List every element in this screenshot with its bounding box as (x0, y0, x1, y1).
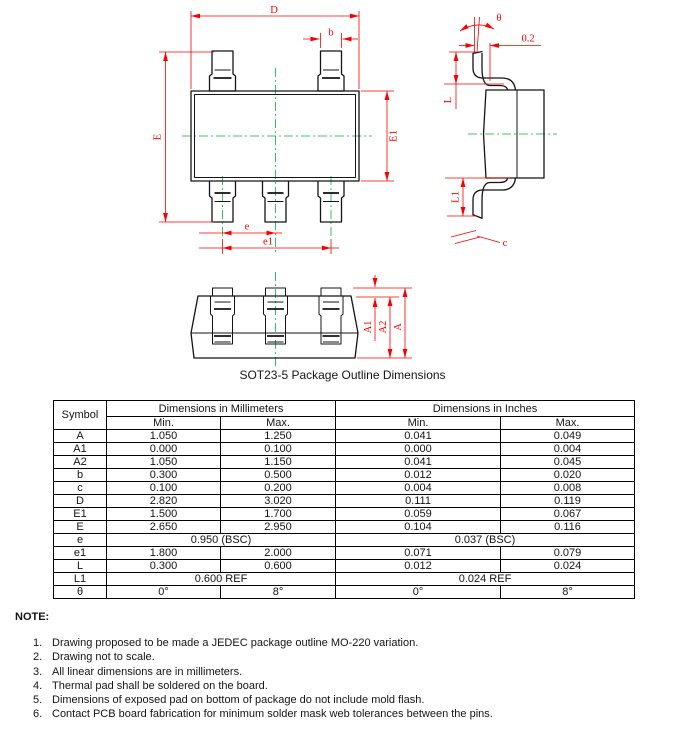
notes-heading: NOTE: (15, 611, 50, 623)
symbol-cell: A1 (54, 443, 107, 456)
note-text: Dimensions of exposed pad on bottom of package do not include mold flash. (52, 694, 425, 707)
value-cell: 0.950 (BSC) (107, 534, 336, 547)
value-cell: 2.000 (221, 547, 336, 560)
symbol-cell: c (54, 482, 107, 495)
value-cell: 2.650 (107, 521, 221, 534)
dim-label-c: c (502, 238, 508, 249)
value-cell: 0.037 (BSC) (336, 534, 635, 547)
note-number: 1. (33, 637, 43, 649)
table-row (54, 430, 635, 443)
bottom-pins (210, 181, 345, 222)
value-cell: 1.250 (221, 430, 336, 443)
value-cell: 0.024 REF (336, 573, 635, 586)
value-cell: 0.041 (336, 430, 501, 443)
note-text: Contact PCB board fabrication for minimum solder mask web tolerances between the pins. (52, 708, 493, 721)
value-cell: 1.500 (107, 508, 221, 521)
col-header-in-max: Max. (501, 417, 635, 430)
dim-label-e: e (244, 221, 250, 233)
dim-E (153, 52, 215, 222)
notes-section (15, 611, 677, 722)
value-cell: 1.800 (107, 547, 221, 560)
value-cell: 0.059 (336, 508, 501, 521)
centerlines (182, 68, 372, 252)
note-number: 6. (33, 708, 43, 721)
note-item (33, 665, 677, 679)
value-cell: 0.020 (501, 469, 635, 482)
dim-e (199, 222, 282, 234)
drawing-caption: SOT23-5 Package Outline Dimensions (239, 368, 446, 382)
value-cell: 0.100 (107, 482, 221, 495)
value-cell: 8° (221, 586, 336, 599)
front-leads (211, 288, 344, 344)
symbol-cell: L1 (54, 573, 107, 586)
gull-wing-leads (473, 52, 516, 219)
table-row (54, 547, 635, 560)
note-text: All linear dimensions are in millimeters. (52, 665, 243, 678)
symbol-cell: E1 (54, 508, 107, 521)
dim-label-L: L (443, 96, 454, 104)
note-number: 2. (33, 651, 43, 664)
dim-e1 (199, 237, 339, 255)
notes-list (15, 636, 677, 722)
table-row (54, 456, 635, 469)
dim-A-group (353, 275, 412, 358)
side-view (443, 13, 557, 249)
dim-label-gauge-offset: 0.2 (521, 33, 535, 45)
value-cell: 8° (501, 586, 635, 599)
value-cell: 0.079 (501, 547, 635, 560)
dim-L1 (445, 178, 510, 216)
table-row (54, 495, 635, 508)
dimension-table (53, 400, 635, 599)
value-cell: 0° (107, 586, 221, 599)
note-item (33, 650, 677, 664)
package-body-front (191, 296, 358, 358)
note-text: Drawing proposed to be made a JEDEC package outline MO-220 variation. (52, 637, 419, 649)
value-cell: 0.111 (336, 495, 501, 508)
table-row (54, 508, 635, 521)
note-number: 5. (33, 694, 43, 707)
dim-label-D: D (270, 5, 278, 16)
dimension-table-body (54, 430, 635, 599)
dim-label-E1: E1 (388, 130, 400, 142)
dim-label-E: E (152, 133, 164, 141)
value-cell: 3.020 (221, 495, 336, 508)
value-cell: 0.041 (336, 456, 501, 469)
dim-label-e1: e1 (263, 236, 273, 248)
symbol-cell: e1 (54, 547, 107, 560)
value-cell: 0.049 (501, 430, 635, 443)
value-cell: 0.119 (501, 495, 635, 508)
dim-c (451, 231, 508, 250)
col-header-mm: Dimensions in Millimeters (107, 401, 336, 417)
front-view (191, 272, 412, 368)
table-row (54, 482, 635, 495)
dim-gauge-offset (459, 34, 541, 82)
col-header-symbol: Symbol (54, 401, 107, 430)
value-cell: 0.500 (221, 469, 336, 482)
dim-label-L1: L1 (450, 191, 462, 203)
value-cell: 1.150 (221, 456, 336, 469)
value-cell: 0.300 (107, 469, 221, 482)
symbol-cell: D (54, 495, 107, 508)
dim-label-b: b (328, 27, 334, 39)
value-cell: 0.045 (501, 456, 635, 469)
dim-label-A: A (393, 323, 404, 331)
note-item (33, 693, 677, 707)
note-text: Drawing not to scale. (52, 651, 155, 664)
symbol-cell: L (54, 560, 107, 573)
table-row (54, 443, 635, 456)
col-header-mm-max: Max. (221, 417, 336, 430)
value-cell: 1.050 (107, 456, 221, 469)
value-cell: 0.300 (107, 560, 221, 573)
dim-label-A2: A2 (378, 320, 389, 334)
dim-label-theta: θ (496, 13, 502, 24)
note-number: 3. (33, 665, 43, 678)
table-row (54, 573, 635, 586)
col-header-inches: Dimensions in Inches (336, 401, 635, 417)
value-cell: 0.008 (501, 482, 635, 495)
value-cell: 0.012 (336, 469, 501, 482)
dim-theta (460, 13, 502, 52)
note-text: Thermal pad shall be soldered on the board. (52, 679, 268, 692)
value-cell: 2.820 (107, 495, 221, 508)
symbol-cell: E (54, 521, 107, 534)
symbol-cell: b (54, 469, 107, 482)
table-row (54, 586, 635, 599)
value-cell: 1.050 (107, 430, 221, 443)
value-cell: 0.004 (501, 443, 635, 456)
col-header-mm-min: Min. (107, 417, 221, 430)
table-row (54, 534, 635, 547)
value-cell: 1.700 (221, 508, 336, 521)
value-cell: 0.000 (107, 443, 221, 456)
value-cell: 0.012 (336, 560, 501, 573)
value-cell: 0.600 REF (107, 573, 336, 586)
note-item (33, 636, 677, 650)
note-item (33, 707, 677, 721)
col-header-in-min: Min. (336, 417, 501, 430)
value-cell: 0.200 (221, 482, 336, 495)
top-view (153, 5, 400, 254)
dim-E1 (361, 91, 400, 181)
dim-D (191, 5, 359, 89)
value-cell: 0.100 (221, 443, 336, 456)
note-number: 4. (33, 679, 43, 692)
table-row (54, 469, 635, 482)
value-cell: 0.067 (501, 508, 635, 521)
symbol-cell: A (54, 430, 107, 443)
value-cell: 0.600 (221, 560, 336, 573)
dim-b (303, 28, 358, 49)
table-row (54, 560, 635, 573)
value-cell: 0.000 (336, 443, 501, 456)
value-cell: 0.104 (336, 521, 501, 534)
dim-label-A1: A1 (363, 320, 374, 334)
note-item (33, 679, 677, 693)
value-cell: 2.950 (221, 521, 336, 534)
value-cell: 0° (336, 586, 501, 599)
table-row (54, 521, 635, 534)
symbol-cell: e (54, 534, 107, 547)
value-cell: 0.116 (501, 521, 635, 534)
value-cell: 0.004 (336, 482, 501, 495)
value-cell: 0.024 (501, 560, 635, 573)
top-pins (210, 51, 345, 91)
symbol-cell: θ (54, 586, 107, 599)
symbol-cell: A2 (54, 456, 107, 469)
value-cell: 0.071 (336, 547, 501, 560)
